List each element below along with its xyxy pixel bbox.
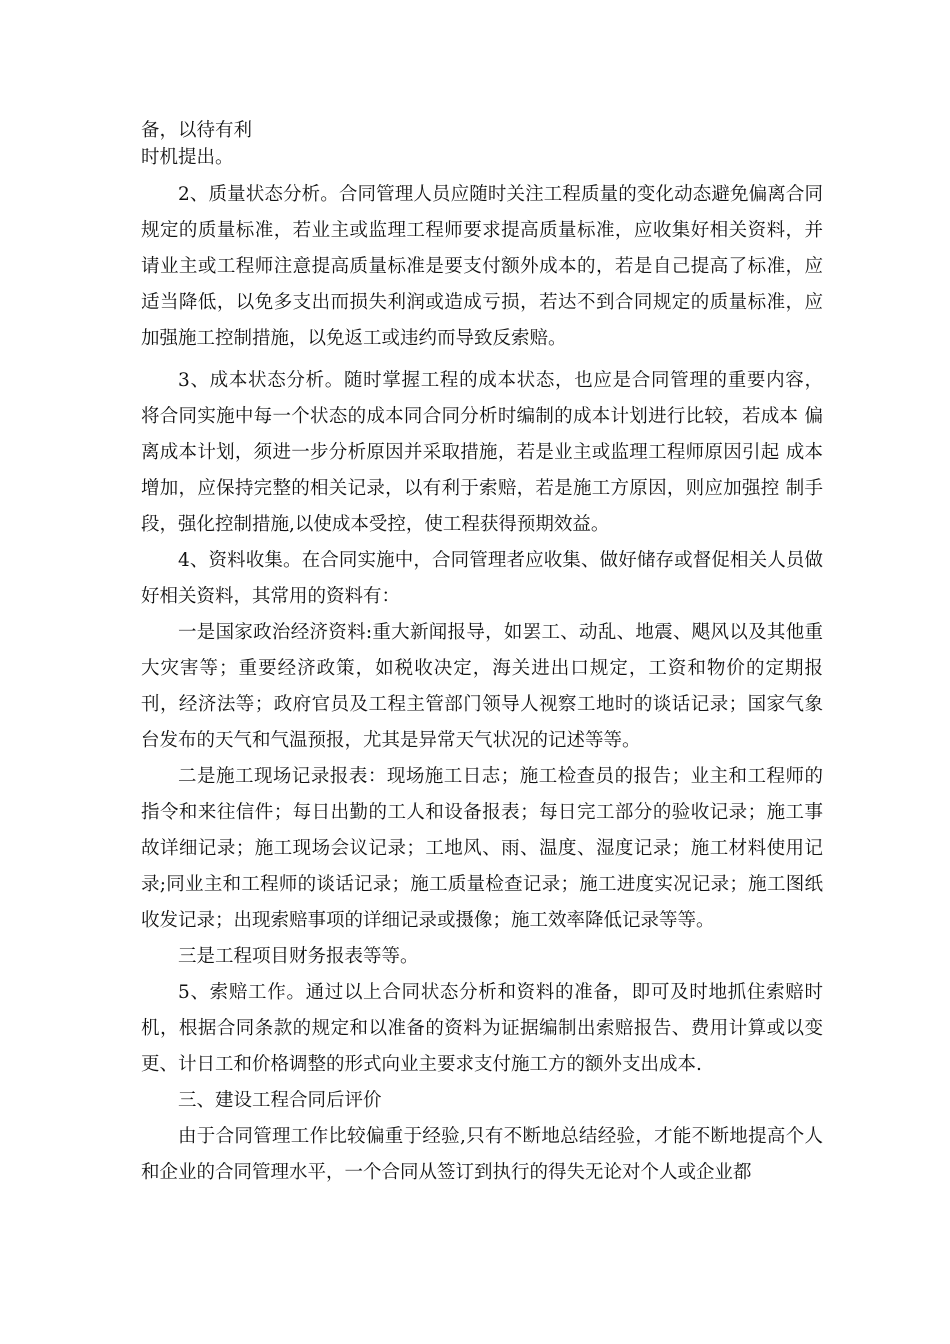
section-heading-post-evaluation: 三、建设工程合同后评价 xyxy=(178,1090,382,1111)
paragraph-data-collection: 4、资料收集。在合同实施中，合同管理者应收集、做好储存或督促相关人员做好相关资料，其常用的资料有： xyxy=(141,550,823,607)
paragraph-claims-work: 5、索赔工作。通过以上合同状态分析和资料的准备，即可及时地抓住索赔时机，根据合同条款的规定和以准备的资料为证据编制出索赔报告、费用计算或以变更、计日工和价格调整的形式向业主要求支付施工方的额外支出成本. xyxy=(141,982,823,1075)
paragraph-quality-analysis: 2、质量状态分析。合同管理人员应随时关注工程质量的变化动态避免偏离合同规定的质量标准，若业主或监理工程师要求提高质量标准，应收集好相关资料，并请业主或工程师注意提高质量标准是要支付额外成本的，若是自己提高了标准，应适当降低，以免多支出而损失利润或造成亏损，若达不到合同规定的质量标准，应加强施工控制措施，以免返工或违约而导致反索赔。 xyxy=(141,184,823,349)
paragraph-fragment-1: 备，以待有利 xyxy=(141,120,253,141)
paragraph-post-evaluation: 由于合同管理工作比较偏重于经验,只有不断地总结经验，才能不断地提高个人和企业的合同管理水平，一个合同从签订到执行的得失无论对个人或企业都 xyxy=(141,1126,823,1183)
document-body xyxy=(141,117,823,1191)
paragraph-cost-analysis: 3、成本状态分析。随时掌握工程的成本状态，也应是合同管理的重要内容， 将合同实施中每一个状态的成本同合同分析时编制的成本计划进行比较，若成本 偏离成本计划，须进一步分析原因并采取措施，若是业主或监理工程师原因引起 成本增加，应保持完整的相关记录，以有利于索赔，若是施工方原因，则应加强控 制手段，强化控制措施,以使成本受控，使工程获得预期效益。 xyxy=(141,370,823,535)
paragraph-fragment-2: 时机提出。 xyxy=(141,147,234,168)
paragraph-site-records: 二是施工现场记录报表：现场施工日志；施工检查员的报告；业主和工程师的指令和来往信件；每日出勤的工人和设备报表；每日完工部分的验收记录；施工事故详细记录；施工现场会议记录；工地风、雨、温度、湿度记录；施工材料使用记录;同业主和工程师的谈话记录；施工质量检查记录；施工进度实况记录；施工图纸收发记录；出现索赔事项的详细记录或摄像；施工效率降低记录等等。 xyxy=(141,766,823,931)
paragraph-financial-reports: 三是工程项目财务报表等等。 xyxy=(178,946,419,967)
paragraph-national-data: 一是国家政治经济资料:重大新闻报导，如罢工、动乱、地震、飓风以及其他重大灾害等；重要经济政策，如税收决定，海关进出口规定，工资和物价的定期报刊，经济法等；政府官员及工程主管部门领导人视察工地时的谈话记录；国家气象台发布的天气和气温预报，尤其是异常天气状况的记述等等。 xyxy=(141,622,823,751)
